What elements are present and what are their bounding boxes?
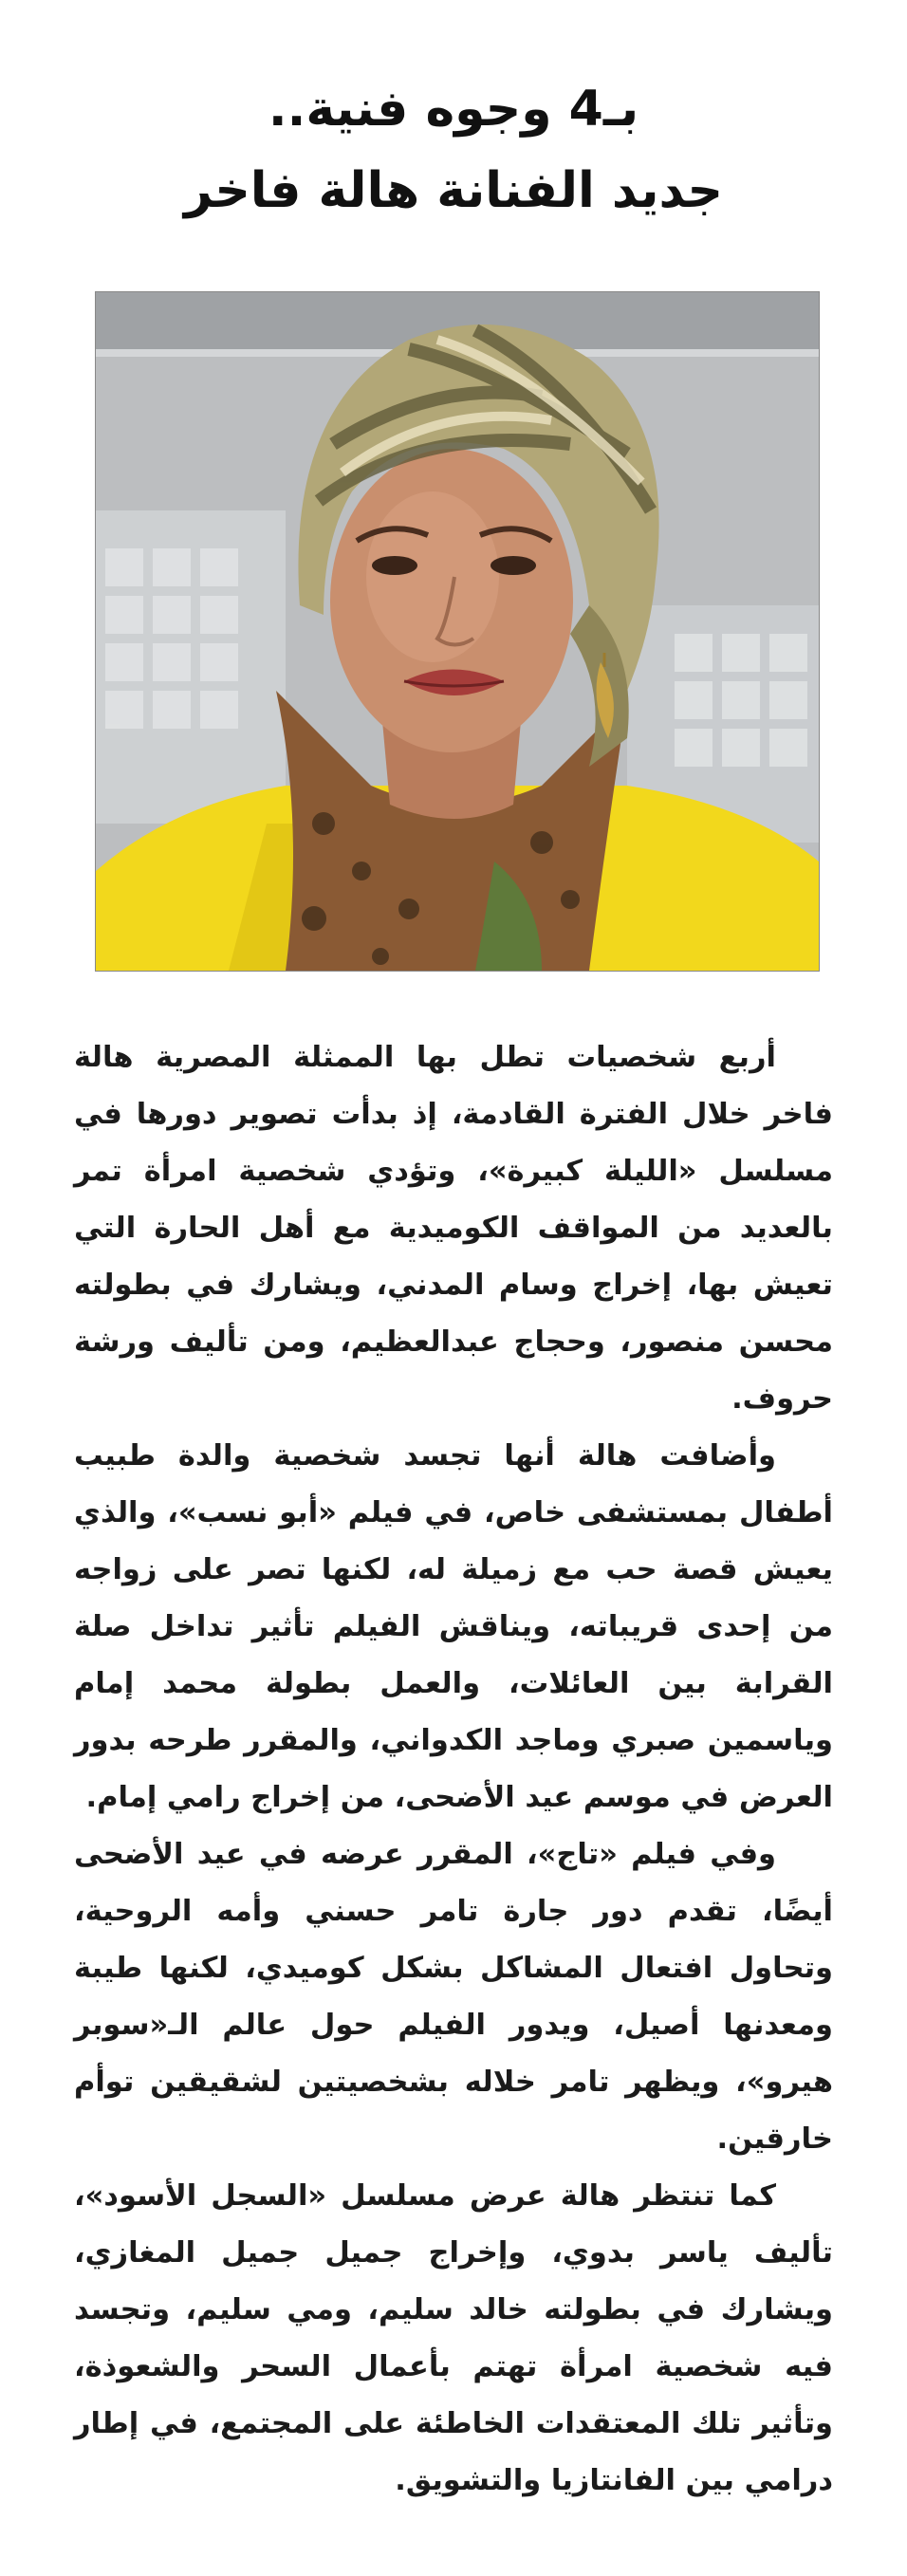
headline-line-2: جديد الفنانة هالة فاخر [183,162,723,219]
article-body [74,1029,833,2510]
portrait-photo [95,291,820,972]
article-paragraph-1: أربع شخصيات تطل بها الممثلة المصرية هالة فاخر خلال الفترة القادمة، إذ بدأت تصوير دورها في مسلسل «الليلة كبيرة»، وتؤدي شخصية امرأة تمر بالعديد من المواقف الكوميدية مع أهل الحارة التي تعيش بها، إخراج وسام المدني، ويشارك في بطولته محسن منصور، وحجاج عبدالعظيم، ومن تأليف ورشة حروف. [74,1041,833,1416]
article-paragraph-2: وأضافت هالة أنها تجسد شخصية والدة طبيب أطفال بمستشفى خاص، في فيلم «أبو نسب»، والذي يعيش قصة حب مع زميلة له، لكنها تصر على زواجه من إحدى قريباته، ويناقش الفيلم تأثير تداخل صلة القرابة بين العائلات، والعمل بطولة محمد إمام وياسمين صبري وماجد الكدواني، والمقرر طرحه بدور العرض في موسم عيد الأضحى، من إخراج رامي إمام. [74,1439,833,1814]
face-highlight [366,491,499,662]
article-paragraph-4: كما تنتظر هالة عرض مسلسل «السجل الأسود»، تأليف ياسر بدوي، وإخراج جميل جميل المغازي، ويشارك في بطولته خالد سليم، ومي سليم، وتجسد فيه شخصية امرأة تهتم بأعمال السحر والشعوذة، وتأثير تلك المعتقدات الخاطئة على المجتمع، في إطار درامي بين الفانتازيا والتشويق. [74,2179,833,2497]
headline-line-1: بـ4 وجوه فنية.. [268,81,639,138]
right-eye [491,556,536,575]
left-eye [372,556,417,575]
article-paragraph-3: وفي فيلم «تاج»، المقرر عرضه في عيد الأضحى أيضًا، تقدم دور جارة تامر حسني وأمه الروحية، وتحاول افتعال المشاكل بشكل كوميدي، لكنها طيبة ومعدنها أصيل، ويدور الفيلم حول عالم الـ«سوبر هيرو»، ويظهر تامر خلاله بشخصيتين لشقيقين توأم خارقين. [74,1838,833,2156]
wall-grille-right [675,634,807,767]
portrait-illustration [96,292,819,971]
headline [57,68,850,232]
